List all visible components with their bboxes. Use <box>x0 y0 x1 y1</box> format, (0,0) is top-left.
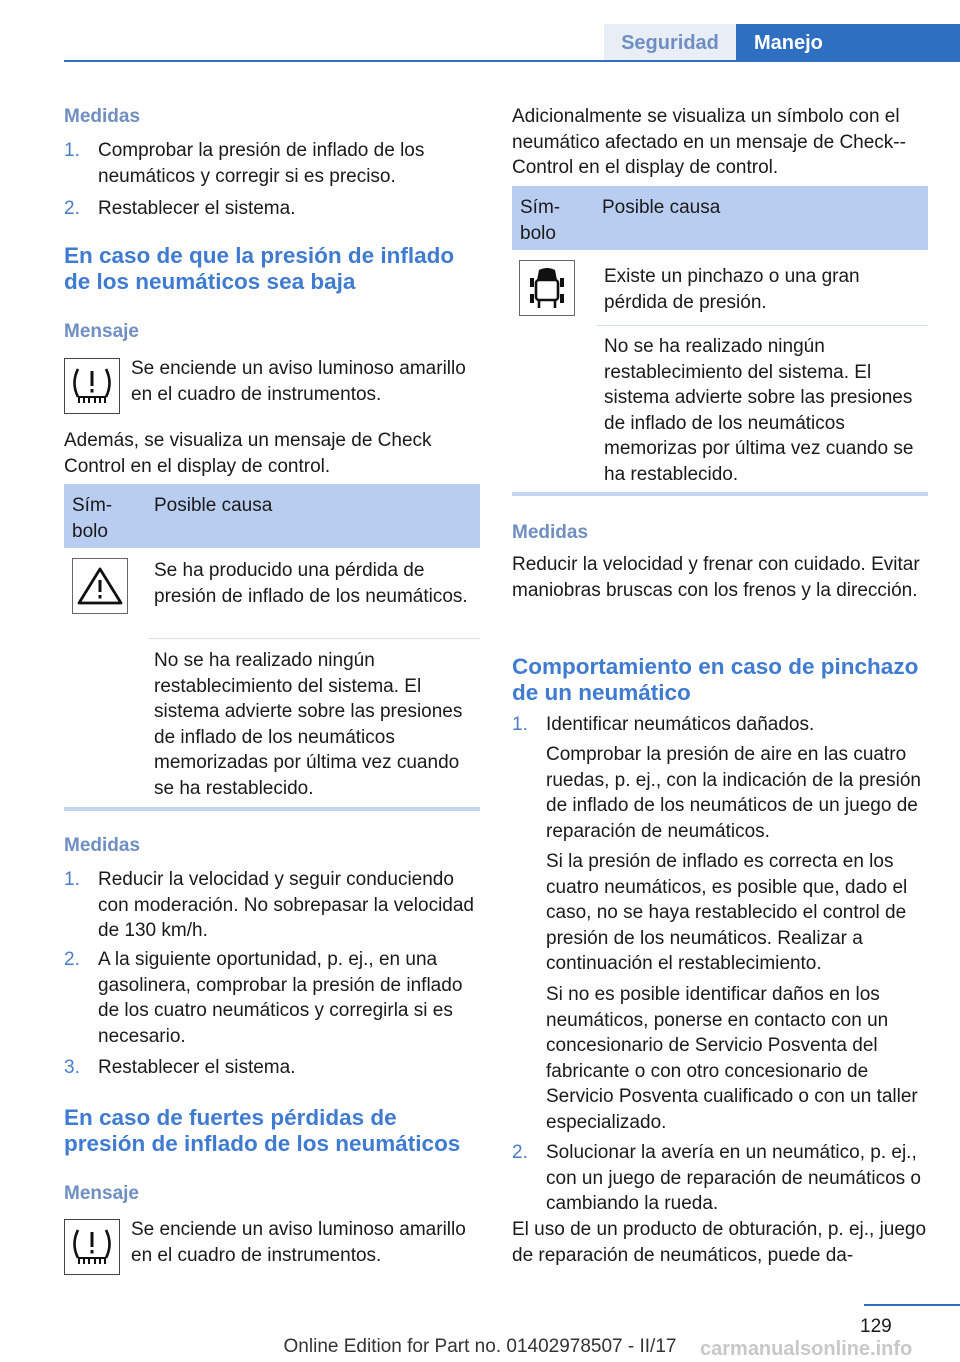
list-number: 1. <box>64 869 80 890</box>
table-row <box>64 639 480 807</box>
table-end-rule <box>64 807 480 811</box>
table-cell: No se ha realizado ningún restablecimiento del sistema. El sistema advierte sobre las presiones de inflado de los neumáticos memorizadas por última vez cuando se ha restablecido. <box>154 650 463 799</box>
mensaje-title: Mensaje <box>64 321 139 342</box>
car-tire-pressure-icon <box>519 260 575 316</box>
table-cell: No se ha realizado ningún restablecimiento del sistema. El sistema advierte sobre las presiones de inflado de los neumáticos memorizas por última vez cuando se ha restablecido. <box>604 336 914 485</box>
table-header-cause: Posible causa <box>154 495 273 516</box>
watermark: carmanualsonline.info <box>700 1338 913 1360</box>
list-item <box>64 138 480 189</box>
mensaje-title: Mensaje <box>64 1183 139 1204</box>
medidas-title: Medidas <box>64 835 141 856</box>
list-number: 2. <box>64 198 80 219</box>
list-text: Reducir la velocidad y seguir conduciendo con moderación. No sobrepasar la velocidad de 130 km/h. <box>98 869 474 941</box>
list-number: 3. <box>64 1057 80 1078</box>
cause-table <box>512 186 928 496</box>
list-subparagraph: Comprobar la presión de aire en las cuatro ruedas, p. ej., con la indicación de la presión de inflado de los neumáticos de un juego de reparación de neumáticos. <box>546 744 921 842</box>
list-text: Comprobar la presión de inflado de los neumáticos y corregir si es preciso. <box>98 140 425 187</box>
edition-footer: Online Edition for Part no. 01402978507 - II/17 <box>283 1336 677 1357</box>
cause-table <box>64 484 480 811</box>
tab-seguridad[interactable]: Seguridad <box>604 24 736 62</box>
list-subparagraph: Si la presión de inflado es correcta en los cuatro neumáticos, es posible que, dado el caso, no se haya restablecido el control de presión de los neumáticos. Realizar a continuación el restablecimiento. <box>546 851 908 974</box>
list-item <box>64 947 480 1049</box>
list-item <box>512 712 928 738</box>
list-number: 2. <box>512 1142 528 1163</box>
table-row <box>512 326 928 492</box>
table-cell: Existe un pinchazo o una gran pérdida de presión. <box>604 266 860 313</box>
warning-message <box>64 1217 480 1275</box>
table-end-rule <box>512 492 928 496</box>
tire-pressure-warning-icon <box>64 358 120 414</box>
medidas-title: Medidas <box>512 522 589 543</box>
list-item <box>512 1140 928 1217</box>
header-rule <box>64 60 960 62</box>
paragraph: Además, se visualiza un mensaje de Check Control en el display de control. <box>64 430 432 477</box>
paragraph: Reducir la velocidad y frenar con cuidado. Evitar maniobras bruscas con los frenos y la dirección. <box>512 554 920 601</box>
page-number: 129 <box>860 1316 892 1337</box>
table-cell: Se ha producido una pérdida de presión de inflado de los neumáticos. <box>154 560 468 607</box>
list-text: Solucionar la avería en un neumático, p. ej., con un juego de reparación de neumáticos o cambiando la rueda. <box>546 1142 921 1214</box>
table-header-symbol: Sím-bolo <box>520 197 561 244</box>
list-text: A la siguiente oportunidad, p. ej., en una gasolinera, comprobar la presión de inflado de los cuatro neumáticos y corregirla si es necesario. <box>98 949 463 1047</box>
table-row <box>64 548 480 638</box>
list-item <box>64 196 480 222</box>
list-number: 1. <box>512 714 528 735</box>
table-header <box>512 186 928 250</box>
table-header-symbol: Sím-bolo <box>72 495 113 542</box>
section-heading: En caso de que la presión de inflado de los neumáticos sea baja <box>64 243 455 294</box>
list-text: Restablecer el sistema. <box>98 1057 296 1078</box>
message-text: Se enciende un aviso luminoso amarillo en el cuadro de instrumentos. <box>131 1219 466 1266</box>
list-item <box>64 867 480 944</box>
table-header-cause: Posible causa <box>602 197 721 218</box>
message-text: Se enciende un aviso luminoso amarillo en el cuadro de instrumentos. <box>131 358 466 405</box>
list-number: 2. <box>64 949 80 970</box>
list-text: Identificar neumáticos dañados. <box>546 714 815 735</box>
footer-rule <box>864 1304 960 1306</box>
list-text: Restablecer el sistema. <box>98 198 296 219</box>
medidas-title: Medidas <box>64 106 141 127</box>
warning-triangle-icon <box>72 558 128 614</box>
table-header <box>64 484 480 548</box>
list-subparagraph: Si no es posible identificar daños en los neumáticos, ponerse en contacto con un concesionario de Servicio Posventa del fabricante o con otro concesionario de Servicio Posventa cualificado o con un taller especializado. <box>546 984 918 1133</box>
section-heading: Comportamiento en caso de pinchazo de un neumático <box>512 654 919 705</box>
warning-message <box>64 356 480 414</box>
table-row <box>512 250 928 325</box>
paragraph: Adicionalmente se visualiza un símbolo con el neumático afectado en un mensaje de Check--Control en el display de control. <box>512 106 906 178</box>
tire-pressure-warning-icon <box>64 1219 120 1275</box>
tab-manejo[interactable]: Manejo <box>736 24 960 62</box>
list-number: 1. <box>64 140 80 161</box>
paragraph: El uso de un producto de obturación, p. ej., juego de reparación de neumáticos, puede da- <box>512 1219 927 1266</box>
list-item <box>64 1055 480 1081</box>
section-heading: En caso de fuertes pérdidas de presión de inflado de los neumáticos <box>64 1105 461 1156</box>
